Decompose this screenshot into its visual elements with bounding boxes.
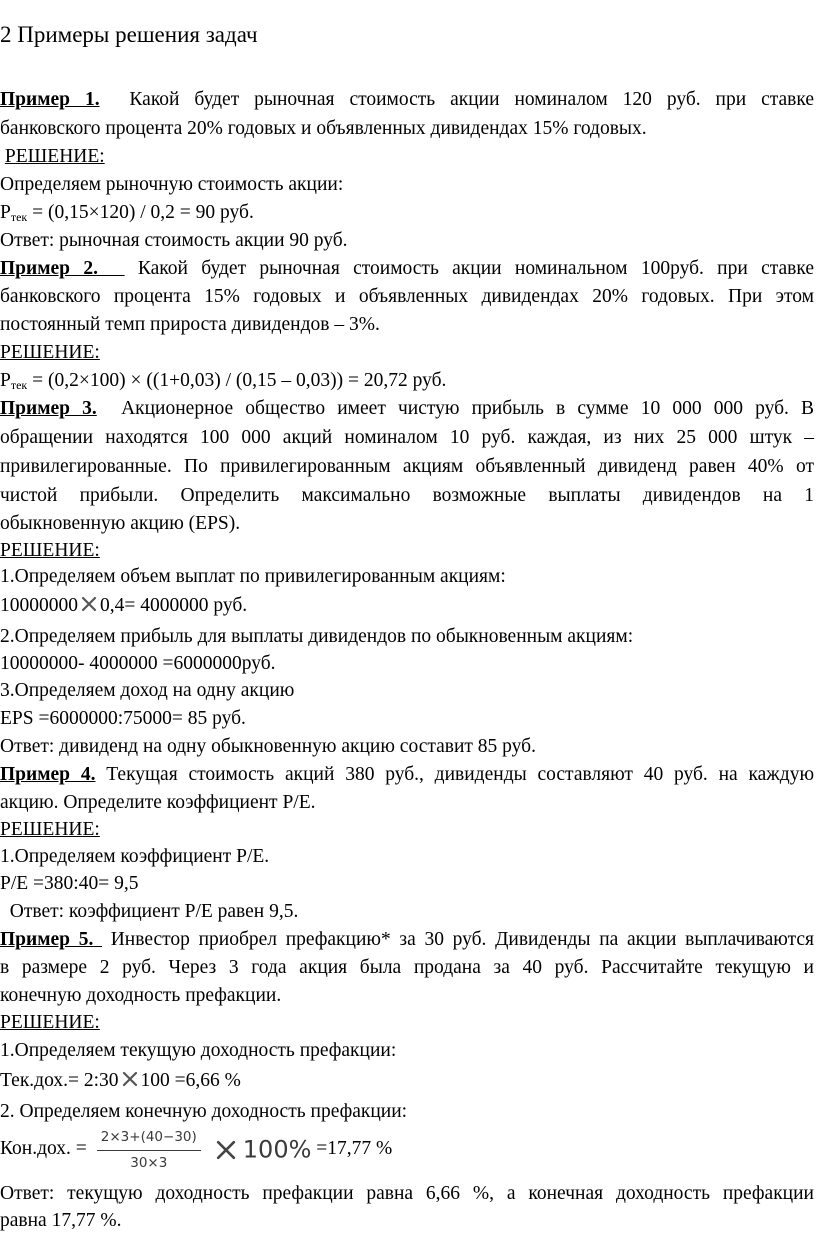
example-3-text-3: привилегированные. По привилегированным акциям объявленный дивиденд равен 40% от [0, 456, 814, 477]
example-1-solution-1: Определяем рыночную стоимость акции: [0, 174, 344, 195]
example-5-solution-1: 1.Определяем текущую доходность префакции: [0, 1040, 397, 1061]
p-symbol: P [0, 202, 11, 223]
fraction-bar [97, 1150, 201, 1151]
multiply-cross-icon [213, 1137, 239, 1163]
example-4-solution-2: P/E =380:40= 9,5 [0, 873, 139, 894]
page-title: 2 Примеры решения задач [0, 22, 258, 47]
example-3-solution-3: 2.Определяем прибыль для выплаты дивидендов по обыкновенным акциям: [0, 626, 634, 647]
example-4-text-1: Текущая стоимость акций 380 руб., дивиденды составляют 40 руб. на каждую [106, 764, 815, 785]
example-4-answer: Ответ: коэффициент P/E равен 9,5. [4, 901, 299, 922]
example-3-solution-2: 10000000 0,4= 4000000 руб. [0, 595, 248, 616]
example-3-label: Пример 3. [0, 398, 97, 419]
example-3-text-1: Акционерное общество имеет чистую прибыль в сумме 10 000 000 руб. В [121, 398, 815, 419]
example-4-solution-label: РЕШЕНИЕ: [0, 819, 100, 840]
example-5-label: Пример 5. [0, 929, 94, 950]
example-2-formula: $P_{тек} = (0,2\times 100) \times ((1+0,03) / (0,15 - 0,03)) = 20,72$ руб. [0, 370, 447, 392]
example-3-text-2: обращении находятся 100 000 акций номиналом 10 руб. каждая, из них 25 000 штук – [0, 427, 814, 448]
example-1-answer: Ответ: рыночная стоимость акции 90 руб. [0, 230, 348, 251]
example-3-text-5: обыкновенную акцию (EPS). [0, 513, 241, 534]
example-3-solution-5: 3.Определяем доход на одну акцию [0, 680, 295, 701]
p-subscript: тек [10, 210, 28, 224]
example-3-line-1 [0, 395, 814, 423]
example-5-solution-3: 2. Определяем конечную доходность префакции: [0, 1101, 408, 1122]
example-5-solution-label: РЕШЕНИЕ: [0, 1012, 100, 1033]
kon-dokh-result: =17,77 % [316, 1138, 393, 1159]
kon-dokh-label: Кон.дох. = [0, 1138, 87, 1159]
example-4-text-2: акцию. Определите коэффициент P/E. [0, 792, 316, 813]
example-5-text-1: Инвестор приобрел префакцию* за 30 руб. Дивиденды па акции выплачиваются [110, 929, 814, 950]
example-5-formula [0, 1126, 392, 1172]
example-1-formula-text: = (0,15×120) / 0,2 = 90 руб. [32, 202, 254, 223]
example-5-line-1 [0, 926, 814, 954]
example-5-text-2: в размере 2 руб. Через 3 года акция была продана за 40 руб. Рассчитайте текущую и [0, 957, 814, 978]
example-3-solution-6: EPS =6000000:75000= 85 руб. [0, 708, 246, 729]
example-5-solution-2: Тек.дох.= 2:30 100 =6,66 % [0, 1070, 241, 1091]
example-3-text-4: чистой прибыли. Определить максимально возможные выплаты дивидендов на 1 [0, 485, 814, 506]
example-1-solution-label: РЕШЕНИЕ: [4, 146, 105, 167]
example-2-solution-label: РЕШЕНИЕ: [0, 342, 100, 363]
example-3-solution-4: 10000000- 4000000 =6000000руб. [0, 653, 276, 674]
example-2-formula-text: = (0,2×100) × ((1+0,03) / (0,15 – 0,03)) = 20,72 руб. [32, 370, 447, 391]
example-2-text-1: Какой будет рыночная стоимость акции номинальном 100руб. при ставке [137, 258, 815, 279]
example-2-text-3: постоянный темп прироста дивидендов – 3%. [0, 314, 380, 335]
fraction-formula [93, 1127, 205, 1173]
example-1-text-2: банковского процента 20% годовых и объявленных дивидендах 15% годовых. [0, 118, 647, 139]
example-4-line-1 [0, 761, 814, 789]
example-5-answer-2: равна 17,77 %. [0, 1210, 122, 1231]
example-1-label: Пример 1. [0, 89, 100, 110]
multiply-cross-icon [79, 594, 99, 614]
example-4-solution-1: 1.Определяем коэффициент P/E. [0, 846, 270, 867]
example-3-solution-1: 1.Определяем объем выплат по привилегированным акциям: [0, 566, 506, 587]
example-1-formula [0, 199, 254, 227]
example-2-label: Пример 2. [0, 258, 98, 279]
example-1-text-1: Какой будет рыночная стоимость акции номиналом 120 руб. при ставке [129, 89, 815, 110]
fraction-denominator: 30×3 [130, 1154, 168, 1171]
multiply-cross-icon [120, 1069, 140, 1089]
fraction-numerator: 2×3+(40−30) [100, 1128, 197, 1145]
example-5-text-3: конечную доходность префакции. [0, 985, 282, 1006]
example-3-answer: Ответ: дивиденд на одну обыкновенную акцию составит 85 руб. [0, 736, 536, 757]
example-2-text-2: банковского процента 15% годовых и объявленных дивидендах 20% годовых. При этом [0, 286, 814, 307]
percent-value: 100% [242, 1135, 312, 1164]
example-1-line-1 [0, 86, 814, 114]
example-2-line-1 [0, 255, 814, 283]
example-3-solution-label: РЕШЕНИЕ: [0, 540, 100, 561]
example-5-answer-1: Ответ: текущую доходность префакции равна 6,66 %, а конечная доходность префакции [0, 1183, 814, 1204]
example-4-label: Пример 4. [0, 764, 96, 785]
